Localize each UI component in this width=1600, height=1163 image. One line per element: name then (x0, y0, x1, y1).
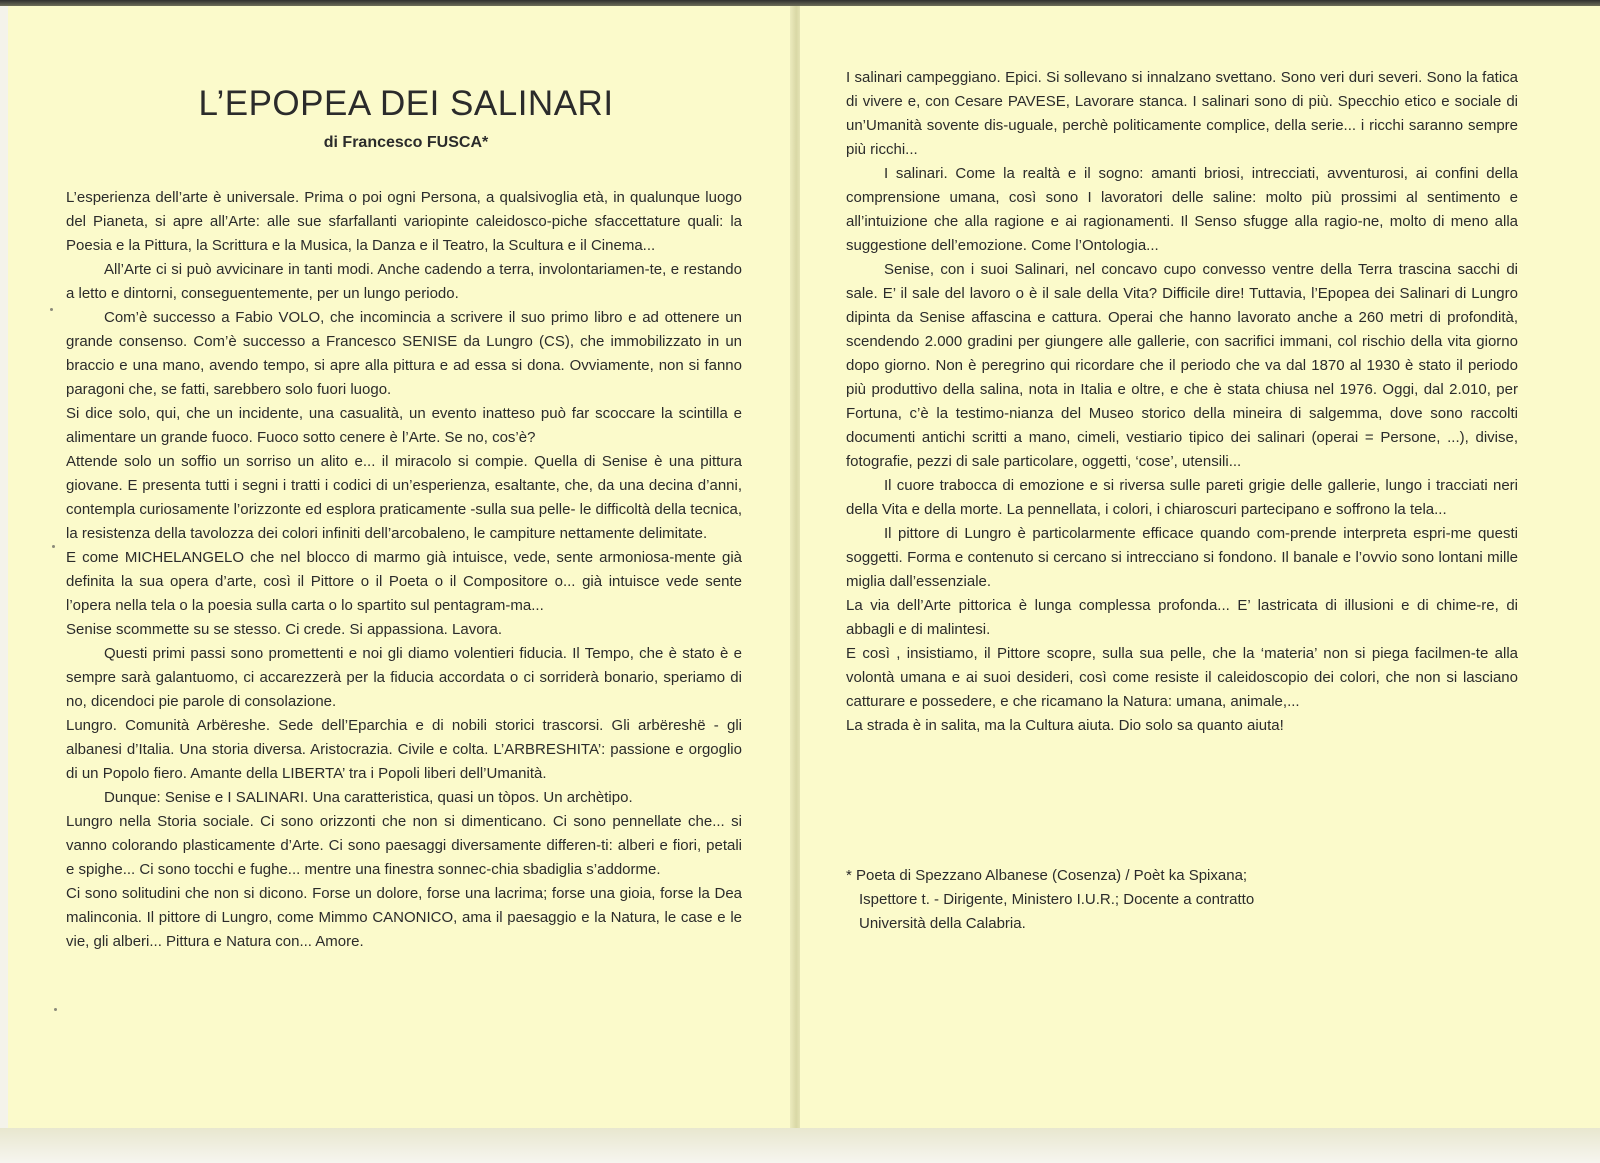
paragraph: I salinari. Come la realtà e il sogno: amanti briosi, intrecciati, avventurosi, ai confini della comprensione umana, così sono I lavoratori delle saline: molto più prossimi al sentimento e all’intuizione che alla ragione e ai ragionamenti. Il Senso sfugge alla ragio-ne, molto di meno alla suggestione dell’emozione. Come l’Ontologia... (846, 165, 1518, 254)
left-page (8, 6, 794, 1134)
scan-bottom-edge (0, 1128, 1600, 1163)
footnote-line: Ispettore t. - Dirigente, Ministero I.U.R.; Docente a contratto (859, 891, 1255, 908)
right-column (846, 66, 1518, 738)
paragraph: I salinari campeggiano. Epici. Si sollevano si innalzano svettano. Sono veri duri severi. Sono la fatica di vivere e, con Cesare PAVESE, Lavorare stanca. I salinari sono di più. Specchio etico e sociale di un’Umanità sovente dis-uguale, perchè politicamente complice, della serie... i ricchi saranno sempre più ricchi... (846, 69, 1518, 158)
paragraph: La via dell’Arte pittorica è lunga complessa profonda... E’ lastricata di illusioni e di chime-re, di abbagli e di malintesi. (846, 597, 1518, 638)
paragraph: Senise scommette su se stesso. Ci crede. Si appassiona. Lavora. (66, 621, 503, 638)
paragraph: Lungro. Comunità Arbëreshe. Sede dell’Eparchia e di nobili storici trascorsi. Gli arbëreshë - gli albanesi d’Italia. Una storia diversa. Aristocrazia. Civile e colta. L’ARBRESHITA’: passione e orgoglio di un Popolo fiero. Amante della LIBERTA’ tra i Popoli liberi dell’Umanità. (66, 717, 742, 782)
paragraph: Com’è successo a Fabio VOLO, che incomincia a scrivere il suo primo libro e ad ottenere un grande consenso. Com’è successo a Francesco SENISE da Lungro (CS), che immobilizzato in un braccio e una mano, avendo tempo, si apre alla pittura e ad essa si dona. Ovviamente, non si fanno paragoni che, se fatti, sarebbero solo fuori luogo. (66, 309, 742, 398)
footnote-line: Università della Calabria. (859, 915, 1026, 932)
scan-speck (52, 545, 55, 548)
paragraph: All’Arte ci si può avvicinare in tanti modi. Anche cadendo a terra, involontariamen-te, e restando a letto e dintorni, conseguentemente, per un lungo periodo. (66, 261, 742, 302)
paragraph: Questi primi passi sono promettenti e noi gli diamo volentieri fiducia. Il Tempo, che è stato è e sempre sarà galantuomo, ci accarezzerà per la fiducia accordata o ci sorriderà bonario, speriamo di no, dicendoci pie parole di consolazione. (66, 645, 742, 710)
article-title: L’EPOPEA DEI SALINARI (198, 84, 614, 123)
paragraph: L’esperienza dell’arte è universale. Prima o poi ogni Persona, a qualsivoglia età, in qualunque luogo del Pianeta, si apre all’Arte: alle sue sfarfallanti variopinte caleidosco-piche sfaccettature quali: la Poesia e la Pittura, la Scrittura e la Musica, la Danza e il Teatro, la Scultura e il Cinema... (66, 189, 742, 254)
scan-speck (54, 1008, 57, 1011)
paragraph: Lungro nella Storia sociale. Ci sono orizzonti che non si dimenticano. Ci sono pennellate che... si vanno colorando plasticamente d’Arte. Ci sono paesaggi diversamente differen-ti: alberi e fiori, petali e spighe... Ci sono tocchi e fughe... mentre una finestra sonnec-chia sbadiglia s’addorme. (66, 813, 742, 878)
author-footnote (846, 864, 1406, 936)
paragraph: Il cuore trabocca di emozione e si riversa sulle pareti grigie delle gallerie, lungo i tracciati neri della Vita e della morte. La pennellata, i colori, i chiaroscuri partecipano e soffrono la tela... (846, 477, 1518, 518)
paragraph: Il pittore di Lungro è particolarmente efficace quando com-prende interpreta espri-me questi soggetti. Forma e contenuto si cercano si intrecciano si fondono. Il banale e l’ovvio sono lontani mille miglia dall’essenziale. (846, 525, 1518, 590)
paragraph: Ci sono solitudini che non si dicono. Forse un dolore, forse una lacrima; forse una gioia, forse la Dea malinconia. Il pittore di Lungro, come Mimmo CANONICO, ama il paesaggio e la Natura, le case e le vie, gli alberi... Pittura e Natura con... Amore. (66, 885, 742, 950)
paragraph: Si dice solo, qui, che un incidente, una casualità, un evento inatteso può far scoccare la scintilla e alimentare un grande fuoco. Fuoco sotto cenere è l’Arte. Se no, cos’è? (66, 405, 742, 446)
paragraph: E così , insistiamo, il Pittore scopre, sulla sua pelle, che la ‘materia’ non si piega facilmen-te alla volontà umana e ai suoi desideri, così come resiste il caleidoscopio dei colori, che non si lasciano catturare e possedere, e che ricamano la Natura: umana, animale,... (846, 645, 1518, 710)
left-column (66, 186, 742, 954)
paragraph: Senise, con i suoi Salinari, nel concavo cupo convesso ventre della Terra trascina sacchi di sale. E’ il sale del lavoro o è il sale della Vita? Difficile dire! Tuttavia, l’Epopea dei Salinari di Lungro dipinta da Senise affascina e cattura. Operai che hanno lavorato anche a 260 metri di profondità, scendendo 2.000 gradini per giungere alle gallerie, con sacrifici immani, col rischio della vita giorno dopo giorno. Non è peregrino qui ricordare che il periodo che va dal 1870 al 1930 è stato il periodo più produttivo della salina, nota in Italia e oltre, e che è stata chiusa nel 1976. Oggi, dal 2.010, per Fortuna, c’è la testimo-nianza del Museo storico della mineira di salgemma, dove sono raccolti documenti antichi scritti a mano, cimeli, vestiario tipico dei salinari (operai = Persone, ...), divise, fotografie, pezzi di sale particolare, oggetti, ‘cose’, utensili... (846, 261, 1518, 470)
right-page (800, 6, 1600, 1134)
paragraph: Attende solo un soffio un sorriso un alito e... il miracolo si compie. Quella di Senise è una pittura giovane. E presenta tutti i segni i tratti i codici di un’esperienza, esaltante, che, da una decina d’anni, contempla curiosamente l’orizzonte ed esplora praticamente -sulla sua pelle- le difficoltà della tecnica, la resistenza della tavolozza dei colori infiniti dell’arcobaleno, le campiture nettamente delimitate. (66, 453, 742, 542)
footnote-line: * Poeta di Spezzano Albanese (Cosenza) / Poèt ka Spixana; (846, 867, 1248, 884)
article-author: di Francesco FUSCA* (323, 134, 489, 151)
paragraph: Dunque: Senise e I SALINARI. Una caratteristica, quasi un tòpos. Un archètipo. (104, 789, 633, 806)
scan-speck (50, 308, 53, 311)
paragraph: La strada è in salita, ma la Cultura aiuta. Dio solo sa quanto aiuta! (846, 717, 1284, 734)
paragraph: E come MICHELANGELO che nel blocco di marmo già intuisce, vede, sente armoniosa-mente già definita la sua opera d’arte, così il Pittore o il Poeta o il Compositore o... già intuisce vede sente l’opera nella tela o la poesia sulla carta o lo spartito sul pentagram-ma... (66, 549, 742, 614)
